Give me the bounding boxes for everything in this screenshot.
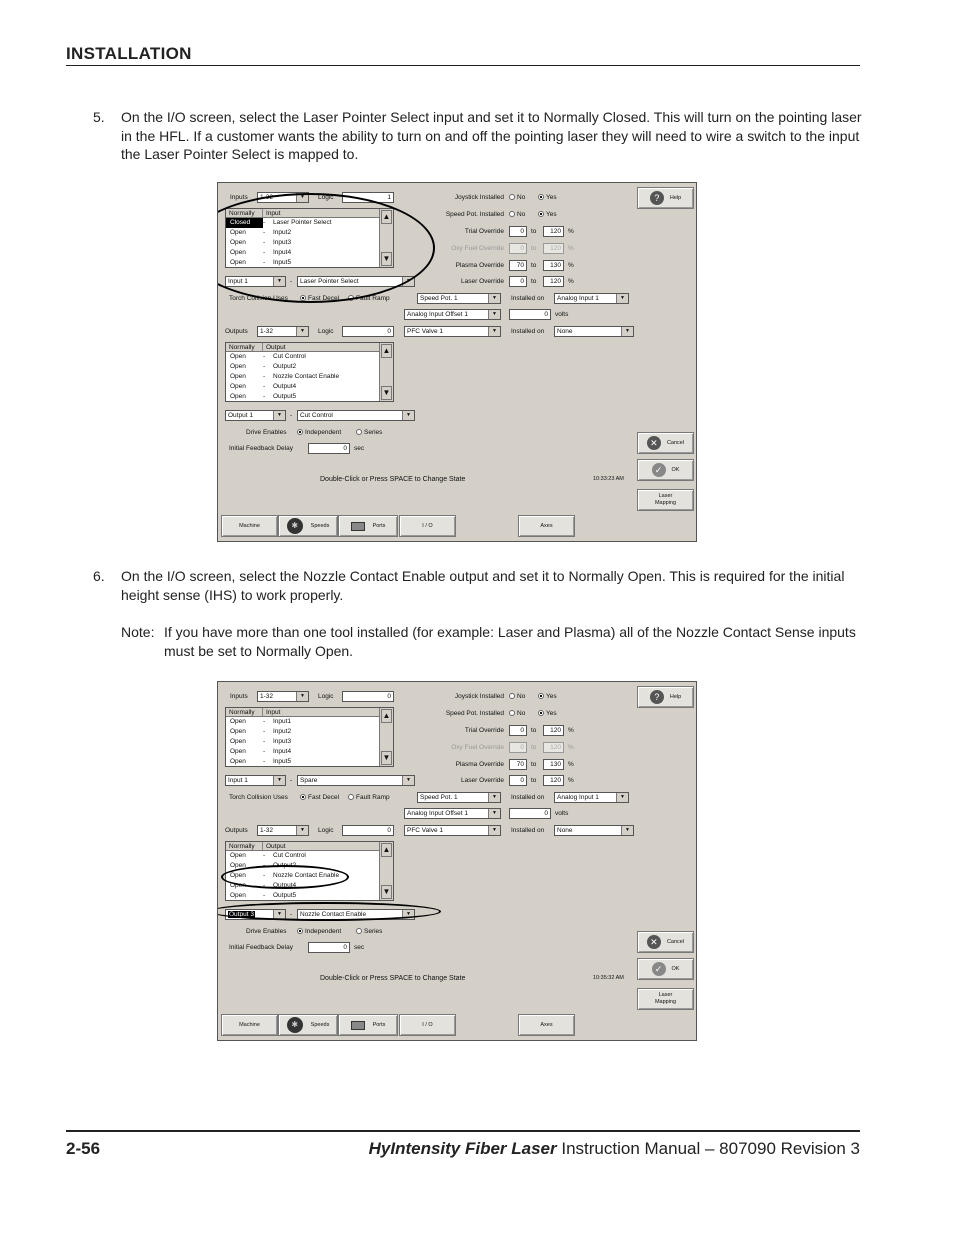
- outputs-range-select[interactable]: 1-32 ▼: [257, 326, 309, 337]
- sec-label: sec: [354, 944, 365, 951]
- tab-speeds[interactable]: ✱ Speeds: [278, 515, 338, 537]
- volts-label: volts: [555, 311, 569, 318]
- input-map-select[interactable]: Spare ▼: [297, 775, 415, 786]
- scroll-up-icon: ▲: [381, 210, 392, 224]
- outputs-label: Outputs: [225, 328, 248, 335]
- output-row[interactable]: Open - Output2: [230, 862, 297, 869]
- output-row[interactable]: Open - Output2: [230, 363, 297, 370]
- percent-label: %: [568, 761, 574, 768]
- tab-axes[interactable]: Axes: [518, 515, 575, 537]
- laser-mapping-button[interactable]: Laser Mapping: [637, 489, 694, 511]
- footer-product: HyIntensity Fiber Laser: [368, 1139, 557, 1158]
- ifd-label: Initial Feedback Delay: [229, 944, 293, 951]
- trial-override-label: Trial Override: [464, 727, 504, 734]
- input-row[interactable]: Closed - Laser Pointer Select: [226, 218, 393, 228]
- outputs-label: Outputs: [225, 827, 248, 834]
- highlight-ellipse-output-select: [217, 902, 441, 921]
- tab-ports[interactable]: Ports: [338, 1014, 398, 1036]
- inputs-list[interactable]: Normally Input Open - Input1 Open - Input2 Open - Input3 Open - Input4 Open - Input5 ▲ ▼: [225, 707, 394, 767]
- trial-hi-field[interactable]: 120: [543, 226, 564, 237]
- scroll-down-icon: ▼: [381, 252, 392, 266]
- oxy-lo-field: 0: [509, 742, 527, 753]
- dash: -: [290, 777, 293, 784]
- torch-collision-label: Torch Collision Uses: [229, 295, 288, 302]
- dash: -: [290, 278, 293, 285]
- logic-out-label: Logic: [318, 827, 334, 834]
- installed-on-label: Installed on: [511, 295, 545, 302]
- input-row[interactable]: Open - Input5: [230, 259, 292, 266]
- section-header: INSTALLATION: [66, 44, 192, 63]
- to-label: to: [531, 262, 537, 269]
- oxy-hi-field: 120: [543, 243, 564, 254]
- tab-ports[interactable]: Ports: [338, 515, 398, 537]
- output-map-select[interactable]: Nozzle Contact Enable ▼: [297, 909, 415, 920]
- output-row[interactable]: Open - Cut Control: [230, 852, 306, 859]
- percent-label: %: [568, 744, 574, 751]
- output-select[interactable]: Output 1 ▼: [225, 410, 286, 421]
- independent-radio[interactable]: Independent: [297, 926, 341, 937]
- trial-lo-field[interactable]: 0: [509, 226, 527, 237]
- percent-label: %: [568, 262, 574, 269]
- plasma-lo-field[interactable]: 70: [509, 260, 527, 271]
- speedpot-label: Speed Pot. Installed: [445, 710, 504, 717]
- inputs-range-select[interactable]: 1-32 ▼: [257, 691, 309, 702]
- check-icon: ✓: [652, 463, 666, 477]
- to-label: to: [531, 228, 537, 235]
- installed-on-label: Installed on: [511, 328, 545, 335]
- input-row[interactable]: Open - Input2: [230, 728, 292, 735]
- outputs-range-select[interactable]: 1-32 ▼: [257, 825, 309, 836]
- logic-out-field[interactable]: 0: [342, 326, 394, 337]
- instruction-text: Double-Click or Press SPACE to Change State: [320, 476, 466, 483]
- footer-manual: Instruction Manual – 807090 Revision 3: [561, 1139, 860, 1158]
- output-row[interactable]: Open - Nozzle Contact Enable: [230, 872, 340, 879]
- volts-field[interactable]: 0: [509, 808, 551, 819]
- sec-label: sec: [354, 445, 365, 452]
- output-row[interactable]: Open - Output4: [230, 383, 297, 390]
- logic-in-field[interactable]: 1: [342, 192, 394, 203]
- cancel-icon: ✕: [647, 935, 661, 949]
- output-map-select[interactable]: Cut Control ▼: [297, 410, 415, 421]
- joystick-no-radio[interactable]: No: [509, 192, 525, 203]
- to-label: to: [531, 278, 537, 285]
- tab-io[interactable]: I / O: [399, 1014, 456, 1036]
- to-label: to: [531, 727, 537, 734]
- input-row[interactable]: Open - Input3: [230, 738, 292, 745]
- cancel-icon: ✕: [647, 436, 661, 450]
- pfc-installed-select[interactable]: None ▼: [554, 326, 634, 337]
- outputs-list[interactable]: Normally Output Open - Cut Control Open - Output2 Open - Nozzle Contact Enable Open - Output4 Open - Output5 ▲ ▼: [225, 841, 394, 901]
- plasma-hi-field[interactable]: 130: [543, 260, 564, 271]
- port-icon: [351, 1021, 365, 1030]
- outputs-scrollbar[interactable]: [379, 842, 393, 900]
- laser-override-label: Laser Override: [461, 777, 504, 784]
- pfc-valve-select[interactable]: PFC Valve 1 ▼: [404, 326, 501, 337]
- torch-collision-label: Torch Collision Uses: [229, 794, 288, 801]
- fault-ramp-radio[interactable]: Fault Ramp: [348, 293, 390, 304]
- output-row[interactable]: Open - Nozzle Contact Enable: [230, 373, 340, 380]
- volts-field[interactable]: 0: [509, 309, 551, 320]
- output-row[interactable]: Open - Output4: [230, 882, 297, 889]
- port-icon: [351, 522, 365, 531]
- drive-enables-label: Drive Enables: [246, 928, 287, 935]
- instruction-text: Double-Click or Press SPACE to Change State: [320, 975, 466, 982]
- input-row[interactable]: Open - Input2: [230, 229, 292, 236]
- note: [121, 623, 861, 660]
- logic-out-field[interactable]: 0: [342, 825, 394, 836]
- note-label: Note:: [121, 624, 155, 640]
- pfc-valve-select[interactable]: PFC Valve 1 ▼: [404, 825, 501, 836]
- output-select[interactable]: Output 3 ▼: [225, 909, 286, 920]
- inputs-scrollbar[interactable]: [379, 708, 393, 766]
- joystick-label: Joystick Installed: [454, 194, 504, 201]
- speed-pot-select[interactable]: Speed Pot. 1 ▼: [417, 792, 501, 803]
- footer-title: [369, 1139, 860, 1159]
- output-row[interactable]: Open - Cut Control: [230, 353, 306, 360]
- input-row[interactable]: Open - Input1: [230, 718, 292, 725]
- laser-hi-field[interactable]: 120: [543, 775, 564, 786]
- step-text: On the I/O screen, select the Nozzle Contact Enable output and set it to Normally Open. This is required for the initial height sense (IHS) to work properly.: [121, 568, 845, 603]
- step-number: 6.: [93, 568, 105, 584]
- analog-input-select[interactable]: Analog Input 1 ▼: [554, 293, 629, 304]
- joystick-yes-radio[interactable]: Yes: [538, 192, 557, 203]
- tab-speeds[interactable]: ✱ Speeds: [278, 1014, 338, 1036]
- fault-ramp-radio[interactable]: Fault Ramp: [348, 792, 390, 803]
- scroll-up-icon: ▲: [381, 843, 392, 857]
- help-button[interactable]: ? Help: [637, 686, 694, 708]
- scroll-down-icon: ▼: [381, 386, 392, 400]
- fast-decel-radio[interactable]: Fast Decel: [300, 792, 339, 803]
- to-label: to: [531, 744, 537, 751]
- outputs-scrollbar[interactable]: [379, 343, 393, 401]
- ok-button[interactable]: ✓ OK: [637, 459, 694, 481]
- inputs-label: Inputs: [230, 194, 248, 201]
- io-screen-screenshot-2: [217, 681, 697, 1041]
- scroll-up-icon: ▲: [381, 344, 392, 358]
- logic-in-label: Logic: [318, 693, 334, 700]
- clock-time: 10:35:32 AM: [593, 975, 624, 981]
- highlight-ellipse-nozzle-row: [221, 865, 349, 889]
- trial-override-label: Trial Override: [464, 228, 504, 235]
- trial-hi-field[interactable]: 120: [543, 725, 564, 736]
- output-row[interactable]: Open - Output5: [230, 892, 297, 899]
- drive-enables-label: Drive Enables: [246, 429, 287, 436]
- installed-on-label: Installed on: [511, 827, 545, 834]
- dash: -: [290, 412, 293, 419]
- clock-time: 10:33:23 AM: [593, 476, 624, 482]
- tab-io[interactable]: I / O: [399, 515, 456, 537]
- input-row[interactable]: Open - Input4: [230, 249, 292, 256]
- oxy-override-label: Oxy Fuel Override: [451, 245, 504, 252]
- speedpot-yes-radio[interactable]: Yes: [538, 708, 557, 719]
- joystick-no-radio[interactable]: No: [509, 691, 525, 702]
- analog-offset-select[interactable]: Analog Input Offset 1 ▼: [404, 309, 501, 320]
- trial-lo-field[interactable]: 0: [509, 725, 527, 736]
- io-screen-screenshot-1: [217, 182, 697, 542]
- pfc-installed-select[interactable]: None ▼: [554, 825, 634, 836]
- plasma-override-label: Plasma Override: [455, 262, 504, 269]
- fast-decel-radio[interactable]: Fast Decel: [300, 293, 339, 304]
- laser-lo-field[interactable]: 0: [509, 775, 527, 786]
- step-text: On the I/O screen, select the Laser Pointer Select input and set it to Normally Closed. This will turn on the pointing laser in the HFL. If a customer wants the ability to turn on and off the pointing laser they will need to wire a switch to the input the Laser Pointer Select is mapped to.: [121, 109, 862, 162]
- logic-in-label: Logic: [318, 194, 334, 201]
- laser-override-label: Laser Override: [461, 278, 504, 285]
- cancel-button[interactable]: ✕ Cancel: [637, 931, 694, 953]
- oxy-override-label: Oxy Fuel Override: [451, 744, 504, 751]
- check-icon: ✓: [652, 962, 666, 976]
- to-label: to: [531, 777, 537, 784]
- ifd-field[interactable]: 0: [308, 443, 350, 454]
- inputs-label: Inputs: [230, 693, 248, 700]
- tab-machine[interactable]: Machine: [221, 515, 278, 537]
- note-text: If you have more than one tool installed (for example: Laser and Plasma) all of the Nozzle Contact Sense inputs must be set to Normally Open.: [164, 624, 856, 659]
- series-radio[interactable]: Series: [356, 427, 382, 438]
- help-button[interactable]: ? Help: [637, 187, 694, 209]
- step-number: 5.: [93, 109, 105, 125]
- input-row[interactable]: Open - Input5: [230, 758, 292, 765]
- inputs-list[interactable]: Normally Input Closed - Laser Pointer Select Open - Input2 Open - Input3 Open - Input4 Open - Input5 ▲ ▼: [225, 208, 394, 268]
- speedpot-label: Speed Pot. Installed: [445, 211, 504, 218]
- laser-hi-field[interactable]: 120: [543, 276, 564, 287]
- help-icon: ?: [650, 191, 664, 205]
- joystick-label: Joystick Installed: [454, 693, 504, 700]
- speedpot-no-radio[interactable]: No: [509, 708, 525, 719]
- scroll-down-icon: ▼: [381, 751, 392, 765]
- scroll-up-icon: ▲: [381, 709, 392, 723]
- speed-pot-select[interactable]: Speed Pot. 1 ▼: [417, 293, 501, 304]
- oxy-hi-field: 120: [543, 742, 564, 753]
- gear-icon: ✱: [287, 1017, 303, 1033]
- page-number: 2-56: [66, 1139, 101, 1158]
- to-label: to: [531, 245, 537, 252]
- dash: -: [290, 911, 293, 918]
- ifd-label: Initial Feedback Delay: [229, 445, 293, 452]
- percent-label: %: [568, 777, 574, 784]
- gear-icon: ✱: [287, 518, 303, 534]
- input-row[interactable]: Open - Input4: [230, 748, 292, 755]
- laser-lo-field[interactable]: 0: [509, 276, 527, 287]
- cancel-button[interactable]: ✕ Cancel: [637, 432, 694, 454]
- scroll-down-icon: ▼: [381, 885, 392, 899]
- series-radio[interactable]: Series: [356, 926, 382, 937]
- percent-label: %: [568, 245, 574, 252]
- input-select[interactable]: Input 1 ▼: [225, 775, 286, 786]
- outputs-list[interactable]: Normally Output Open - Cut Control Open - Output2 Open - Nozzle Contact Enable Open - Output4 Open - Output5 ▲ ▼: [225, 342, 394, 402]
- help-icon: ?: [650, 690, 664, 704]
- logic-in-field[interactable]: 0: [342, 691, 394, 702]
- speedpot-yes-radio[interactable]: Yes: [538, 209, 557, 220]
- logic-out-label: Logic: [318, 328, 334, 335]
- tab-machine[interactable]: Machine: [221, 1014, 278, 1036]
- footer-rule: [66, 1130, 860, 1132]
- input-row[interactable]: Open - Input3: [230, 239, 292, 246]
- ok-button[interactable]: ✓ OK: [637, 958, 694, 980]
- speedpot-no-radio[interactable]: No: [509, 209, 525, 220]
- volts-label: volts: [555, 810, 569, 817]
- input-select[interactable]: Input 1 ▼: [225, 276, 286, 287]
- installed-on-label: Installed on: [511, 794, 545, 801]
- joystick-yes-radio[interactable]: Yes: [538, 691, 557, 702]
- header-rule: [66, 65, 860, 66]
- plasma-lo-field[interactable]: 70: [509, 759, 527, 770]
- step-5: [93, 108, 863, 164]
- oxy-lo-field: 0: [509, 243, 527, 254]
- to-label: to: [531, 761, 537, 768]
- percent-label: %: [568, 727, 574, 734]
- tab-axes[interactable]: Axes: [518, 1014, 575, 1036]
- analog-input-select[interactable]: Analog Input 1 ▼: [554, 792, 629, 803]
- ifd-field[interactable]: 0: [308, 942, 350, 953]
- output-row[interactable]: Open - Output5: [230, 393, 297, 400]
- input-map-select[interactable]: Laser Pointer Select ▼: [297, 276, 415, 287]
- plasma-hi-field[interactable]: 130: [543, 759, 564, 770]
- analog-offset-select[interactable]: Analog Input Offset 1 ▼: [404, 808, 501, 819]
- percent-label: %: [568, 228, 574, 235]
- laser-mapping-button[interactable]: Laser Mapping: [637, 988, 694, 1010]
- inputs-range-select[interactable]: 1-32 ▼: [257, 192, 309, 203]
- plasma-override-label: Plasma Override: [455, 761, 504, 768]
- independent-radio[interactable]: Independent: [297, 427, 341, 438]
- percent-label: %: [568, 278, 574, 285]
- step-6: [93, 567, 863, 604]
